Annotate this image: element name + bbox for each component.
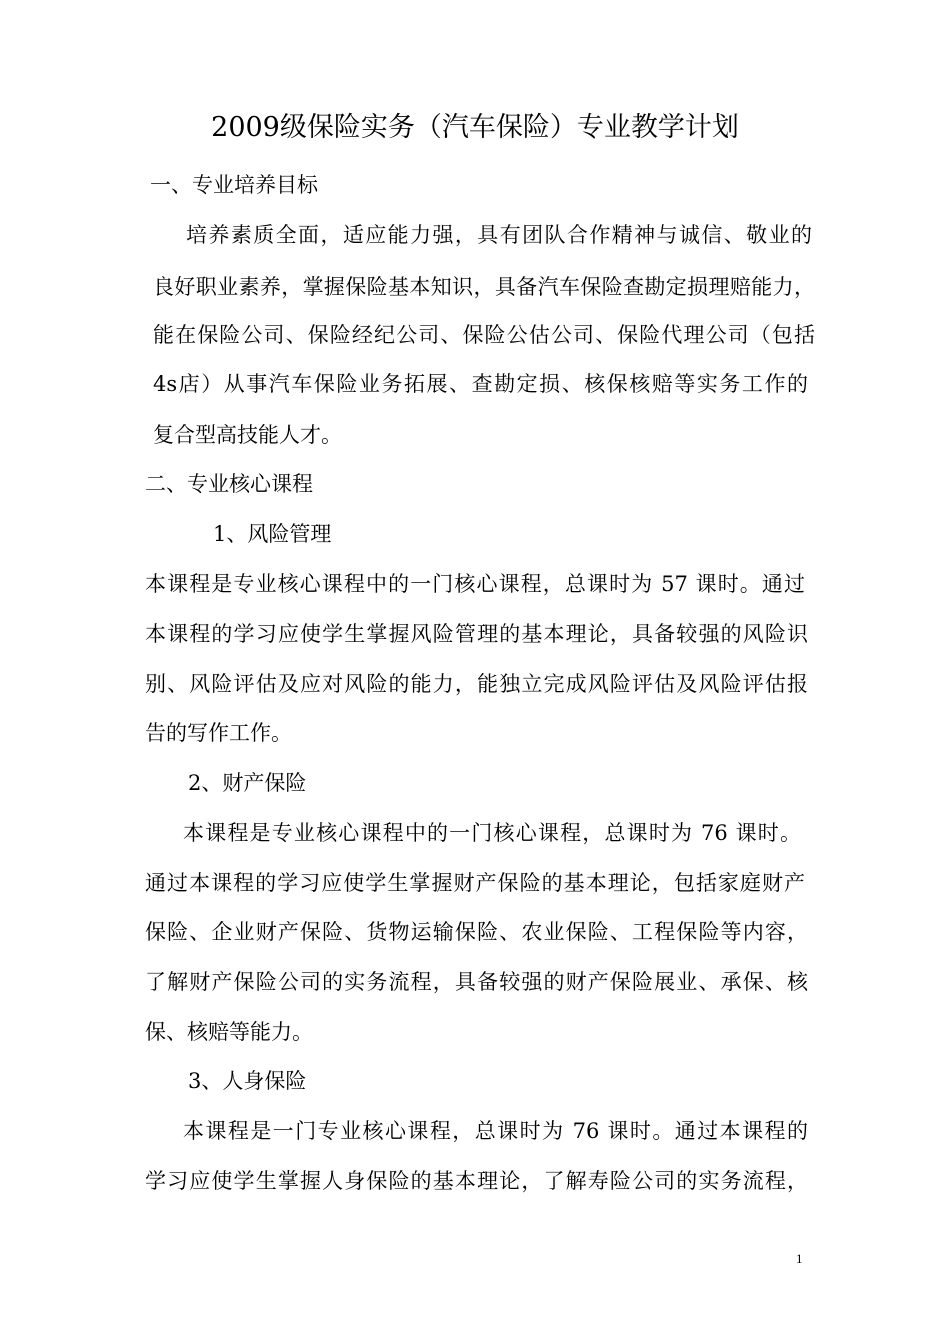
paragraph-line: 培养素质全面，适应能力强，具有团队合作精神与诚信、敬业的 — [186, 223, 812, 247]
section-heading-core-courses: 二、专业核心课程 — [145, 472, 313, 496]
paragraph-line: 学习应使学生掌握人身保险的基本理论，了解寿险公司的实务流程， — [145, 1169, 808, 1193]
course-heading-life-insurance: 3、人身保险 — [188, 1069, 307, 1093]
paragraph-line: 保、核赔等能力。 — [145, 1020, 313, 1044]
page-number: 1 — [796, 1251, 803, 1266]
paragraph-line: 了解财产保险公司的实务流程，具备较强的财产保险展业、承保、核 — [145, 970, 808, 994]
paragraph-line: 本课程是专业核心课程中的一门核心课程，总课时为 76 课时。 — [183, 821, 801, 845]
paragraph-line: 能在保险公司、保险经纪公司、保险公估公司、保险代理公司（包括 — [153, 323, 815, 347]
course-heading-property-insurance: 2、财产保险 — [188, 771, 307, 795]
paragraph-line: 保险、企业财产保险、货物运输保险、农业保险、工程保险等内容， — [145, 920, 808, 944]
paragraph-line: 通过本课程的学习应使学生掌握财产保险的基本理论，包括家庭财产 — [145, 871, 805, 895]
paragraph-line: 4s店）从事汽车保险业务拓展、查勘定损、核保核赔等实务工作的 — [153, 372, 808, 396]
paragraph-line: 本课程是一门专业核心课程，总课时为 76 课时。通过本课程的 — [183, 1119, 808, 1143]
course-heading-risk-management: 1、风险管理 — [213, 522, 332, 546]
paragraph-line: 告的写作工作。 — [145, 721, 292, 745]
paragraph-line: 别、风险评估及应对风险的能力，能独立完成风险评估及风险评估报 — [145, 672, 808, 696]
document-title: 2009级保险实务（汽车保险）专业教学计划 — [211, 112, 739, 143]
paragraph-line: 复合型高技能人才。 — [153, 423, 342, 447]
paragraph-line: 良好职业素养，掌握保险基本知识，具备汽车保险查勘定损理赔能力， — [153, 275, 815, 299]
paragraph-line: 本课程是专业核心课程中的一门核心课程，总课时为 57 课时。通过 — [145, 572, 805, 596]
section-heading-training-goals: 一、专业培养目标 — [150, 173, 318, 197]
paragraph-line: 本课程的学习应使学生掌握风险管理的基本理论，具备较强的风险识 — [145, 622, 808, 646]
